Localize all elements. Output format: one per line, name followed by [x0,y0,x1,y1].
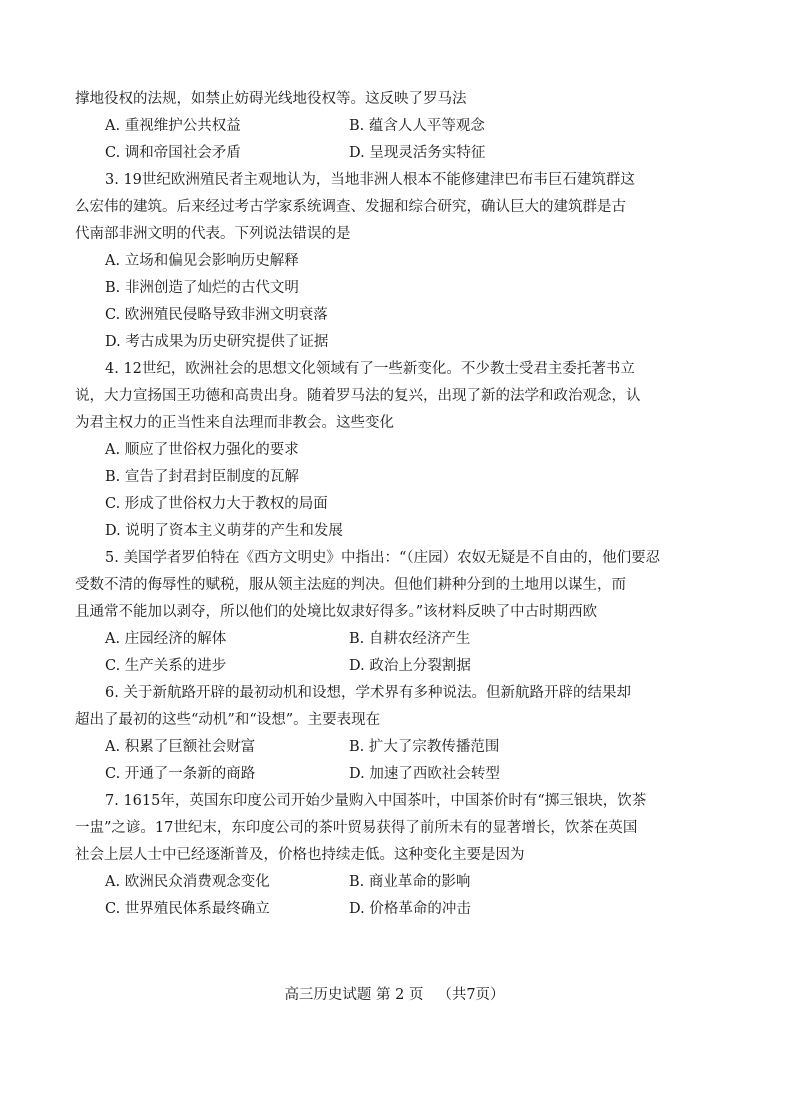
question-5-stem-line-2: 受数不清的侮辱性的赋税，服从领主法庭的判决。但他们耕种分到的土地用以谋生，而 [75,577,626,593]
option-a[interactable]: A. 立场和偏见会影响历史解释 [105,253,299,269]
question-5-stem-line-3: 且通常不能加以剥夺，所以他们的处境比奴隶好得多。”该材料反映了中古时期西欧 [75,604,598,620]
question-5-stem-line-1: 5. 美国学者罗伯特在《西方文明史》中指出：“（庄园）农奴无疑是不自由的，他们要忍 [105,550,661,566]
exam-page [75,86,730,923]
question-5-options-row-1 [75,626,730,653]
option-c[interactable]: C. 世界殖民体系最终确立 [105,901,270,917]
option-c[interactable]: C. 生产关系的进步 [105,658,227,674]
question-4-stem-line-1: 4. 12世纪，欧洲社会的思想文化领域有了一些新变化。不少教士受君主委托著书立 [105,361,635,377]
question-6-options-row-1 [75,734,730,761]
option-b[interactable]: B. 非洲创造了灿烂的古代文明 [105,280,299,296]
question-3-stem-line-1: 3. 19世纪欧洲殖民者主观地认为，当地非洲人根本不能修建津巴布韦巨石建筑群这 [105,172,635,188]
option-c[interactable]: C. 开通了一条新的商路 [105,766,256,782]
option-a[interactable]: A. 重视维护公共权益 [105,118,241,134]
option-b[interactable]: B. 宣告了封君封臣制度的瓦解 [105,469,299,485]
option-b[interactable]: B. 自耕农经济产生 [349,631,471,647]
question-5-options-row-2 [75,653,730,680]
option-c[interactable]: C. 调和帝国社会矛盾 [105,145,241,161]
question-3-stem-line-3: 代南部非洲文明的代表。下列说法错误的是 [75,226,351,242]
option-c[interactable]: C. 欧洲殖民侵略导致非洲文明衰落 [105,307,328,323]
question-7-options-row-1 [75,869,730,896]
footer-total-pages: （共7页） [437,987,505,1003]
question-6-stem-line-1: 6. 关于新航路开辟的最初动机和设想，学术界有多种说法。但新航路开辟的结果却 [105,685,631,701]
option-b[interactable]: B. 扩大了宗教传播范围 [349,739,500,755]
option-d[interactable]: D. 政治上分裂割据 [349,658,471,674]
option-b[interactable]: B. 蕴含人人平等观念 [349,118,485,134]
footer-title: 高三历史试题 [284,987,372,1003]
page-footer [0,982,789,1008]
question-7-stem-line-2: 一盅”之谚。17世纪末，东印度公司的茶叶贸易获得了前所未有的显著增长，饮茶在英国 [75,820,638,836]
question-2-options-row-1 [75,113,730,140]
question-7-stem-line-1: 7. 1615年，英国东印度公司开始少量购入中国茶叶，中国茶价时有“掷三银块，饮茶 [105,793,647,809]
option-c[interactable]: C. 形成了世俗权力大于教权的局面 [105,496,328,512]
option-a[interactable]: A. 庄园经济的解体 [105,631,227,647]
question-4-stem-line-2: 说，大力宣扬国王功德和高贵出身。随着罗马法的复兴，出现了新的法学和政治观念，认 [75,388,641,404]
footer-page-number: 第 2 页 [376,987,424,1003]
question-2-stem-tail: 撑地役权的法规，如禁止妨碍光线地役权等。这反映了罗马法 [75,91,467,107]
option-d[interactable]: D. 加速了西欧社会转型 [349,766,500,782]
question-3-stem-line-2: 么宏伟的建筑。后来经过考古学家系统调查、发掘和综合研究，确认巨大的建筑群是古 [75,199,626,215]
option-a[interactable]: A. 顺应了世俗权力强化的要求 [105,442,299,458]
option-b[interactable]: B. 商业革命的影响 [349,874,471,890]
question-6-stem-line-2: 超出了最初的这些“动机”和“设想”。主要表现在 [75,712,381,728]
option-a[interactable]: A. 欧洲民众消费观念变化 [105,874,270,890]
question-4-stem-line-3: 为君主权力的正当性来自法理而非教会。这些变化 [75,415,394,431]
option-d[interactable]: D. 价格革命的冲击 [349,901,471,917]
question-2-options-row-2 [75,140,730,167]
option-a[interactable]: A. 积累了巨额社会财富 [105,739,256,755]
option-d[interactable]: D. 考古成果为历史研究提供了证据 [105,334,329,350]
question-6-options-row-2 [75,761,730,788]
question-7-options-row-2 [75,896,730,923]
question-7-stem-line-3: 社会上层人士中已经逐渐普及，价格也持续走低。这种变化主要是因为 [75,847,525,863]
option-d[interactable]: D. 呈现灵活务实特征 [349,145,486,161]
option-d[interactable]: D. 说明了资本主义萌芽的产生和发展 [105,523,343,539]
